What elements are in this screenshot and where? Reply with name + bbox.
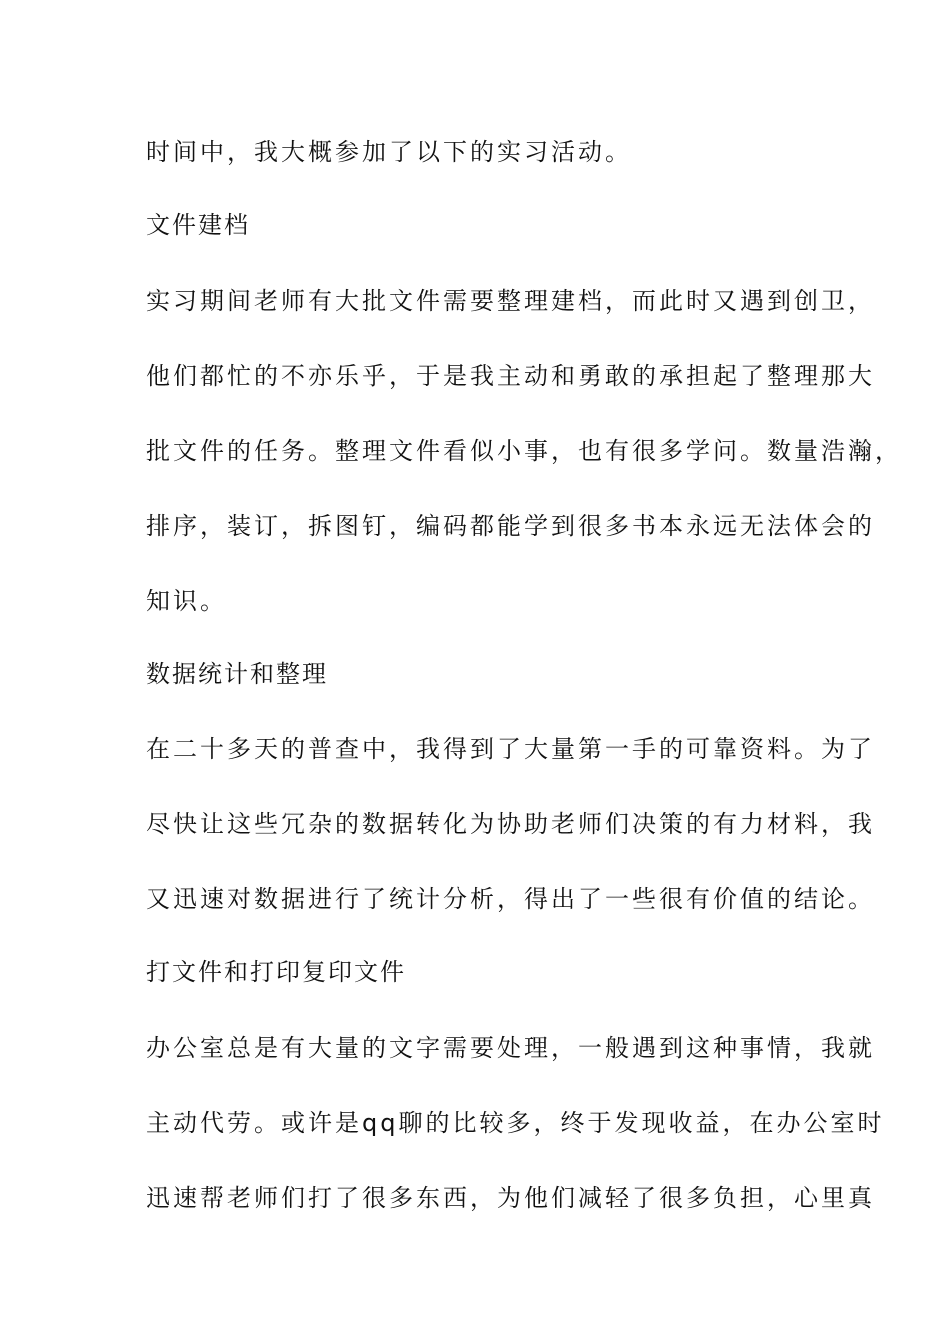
- paragraph-line: 办公室总是有大量的文字需要处理，一般遇到这种事情，我就: [146, 1034, 875, 1062]
- section-heading-filing: 文件建档: [146, 211, 250, 239]
- paragraph-line: 又迅速对数据进行了统计分析，得出了一些很有价值的结论。: [146, 885, 875, 913]
- paragraph-line: 时间中，我大概参加了以下的实习活动。: [146, 138, 632, 166]
- paragraph-line: 知识。: [146, 587, 227, 615]
- section-heading-data-statistics: 数据统计和整理: [146, 660, 328, 688]
- paragraph-line: 排序，装订，拆图钉，编码都能学到很多书本永远无法体会的: [146, 512, 875, 540]
- paragraph-line: 在二十多天的普查中，我得到了大量第一手的可靠资料。为了: [146, 735, 875, 763]
- paragraph-line: 主动代劳。或许是qq聊的比较多，终于发现收益，在办公室时: [146, 1109, 885, 1137]
- paragraph-line: 实习期间老师有大批文件需要整理建档，而此时又遇到创卫，: [146, 287, 875, 315]
- paragraph-line: 迅速帮老师们打了很多东西，为他们减轻了很多负担，心里真: [146, 1184, 875, 1212]
- section-heading-typing-printing: 打文件和打印复印文件: [146, 958, 406, 986]
- paragraph-line: 尽快让这些冗杂的数据转化为协助老师们决策的有力材料，我: [146, 810, 875, 838]
- paragraph-line: 他们都忙的不亦乐乎，于是我主动和勇敢的承担起了整理那大: [146, 362, 875, 390]
- paragraph-line: 批文件的任务。整理文件看似小事，也有很多学问。数量浩瀚，: [146, 437, 902, 465]
